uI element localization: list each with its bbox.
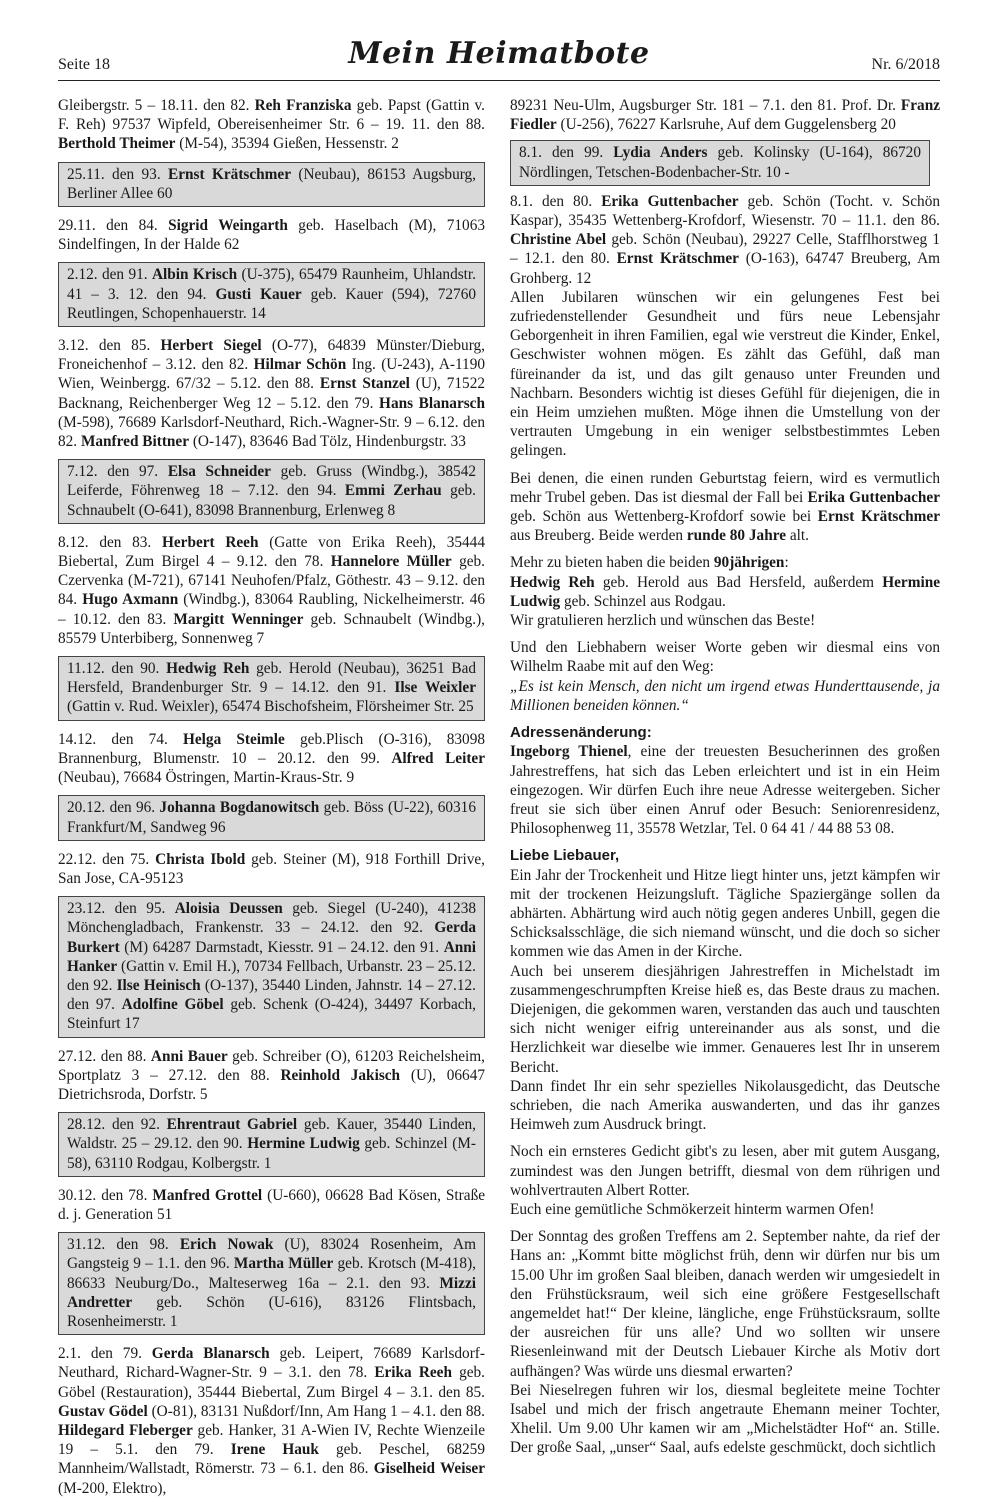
header-divider bbox=[58, 80, 940, 81]
highlight-box: 7.12. den 97. Elsa Schneider geb. Gruss (Windbg.), 38542 Leiferde, Föhrenweg 18 – 7.12. den 94. Emmi Zerhau geb. Schnaubelt (O-641), 83098 Brannenburg, Erlenweg 8 bbox=[58, 459, 485, 524]
birthday-entry: 89231 Neu-Ulm, Augsburger Str. 181 – 7.1. den 81. Prof. Dr. Franz Fiedler (U-256), 76227 Karlsruhe, Auf dem Guggelensberg 20 bbox=[510, 97, 940, 134]
highlight-box: 31.12. den 98. Erich Nowak (U), 83024 Rosenheim, Am Gangsteig 9 – 1.1. den 96. Martha Müller geb. Krotsch (M-418), 86633 Neuburg/Do., Malteserweg 16a – 2.1. den 93. Mizzi Andretter geb. Schön (U-616), 83126 Flintsbach, Rosenheimerstr. 1 bbox=[58, 1232, 485, 1335]
birthday-entry: Gleibergstr. 5 – 18.11. den 82. Reh Franziska geb. Papst (Gattin v. F. Reh) 97537 Wipfeld, Obereisenheimer Str. 6 – 19. 11. den 88. Berthold Theimer (M-54), 35394 Gießen, Hessenstr. 2 bbox=[58, 97, 485, 153]
birthday-entry: 3.12. den 85. Herbert Siegel (O-77), 64839 Münster/Dieburg, Froneichenhof – 3.12. den 82. Hilmar Schön Ing. (U-243), A-1190 Wien, Weinbergg. 67/32 – 5.12. den 88. Ernst Stanzel (U), 71522 Backnang, Reichenberger Weg 12 – 5.12. den 79. Hans Blanarsch (M-598), 76689 Karlsdorf-Neuthard, Rich.-Wagner-Str. 9 – 6.12. den 82. Manfred Bittner (O-147), 83646 Bad Tölz, Hindenburgstr. 33 bbox=[58, 337, 485, 451]
page-number: Seite 18 bbox=[58, 56, 110, 73]
left-column bbox=[58, 96, 485, 1498]
page-header bbox=[58, 36, 940, 84]
birthday-entry: 14.12. den 74. Helga Steimle geb.Plisch (O-316), 83098 Brannenburg, Blumenstr. 10 – 20.12. den 99. Alfred Leiter (Neubau), 76684 Östringen, Martin-Kraus-Str. 9 bbox=[58, 730, 486, 787]
wishes-paragraph: Allen Jubilaren wünschen wir ein gelungenes Fest bei zufriedenstellender Gesundheit und fürs neue Lebensjahr Geborgenheit in ihren Familien, egal wie verstreut die Kinder, Enkel, Geschwister wohnen mögen. Es zählt das Gefühl, daß man füreinander da ist, und das gilt genauso unter Freunden und Nachbarn. Besonders wichtig ist dieses Gefühl für diejenigen, die in ein Heim umziehen mußten. Möge ihnen die Umstellung von der vertrauten Umgebung in ein weniger selbstbestimmtes Leben gelingen. bbox=[510, 288, 940, 460]
letter-paragraph: Noch ein ernsteres Gedicht gibt's zu lesen, aber mit gutem Ausgang, zumindest was den Jungen betrifft, diesmal von dem rührigen und wohlvertrauten Albert Rotter. bbox=[510, 1143, 940, 1199]
letter-paragraph: Auch bei unserem diesjährigen Jahrestreffen in Michelstadt im zusammengeschrumpften Kreise hieß es, das Beste draus zu machen. Diejenigen, die gekommen waren, verstanden das auch und tauschten sich nicht weniger eifrig untereinander aus als sonst, und die Herzlichkeit war dieselbe wie immer. Genaueres lest Ihr in unserem Bericht. bbox=[510, 962, 940, 1076]
birthday-entry: 30.12. den 78. Manfred Grottel (U-660), 06628 Bad Kösen, Straße d. j. Generation 51 bbox=[58, 1186, 486, 1223]
quote-paragraph: Und den Liebhabern weiser Worte geben wir diesmal eins von Wilhelm Raabe mit auf den Weg: „Es ist kein Mensch, den nicht um irgend etwas Hunderttausende, ja Millionen beneiden können.“ bbox=[510, 639, 940, 714]
ninety-paragraph: Mehr zu bieten haben die beiden 90jährigen: Hedwig Reh geb. Herold aus Bad Hersfeld, außerdem Hermine Ludwig geb. Schinzel aus Rodgau. Wir gratulieren herzlich und wünschen das Beste! bbox=[510, 554, 940, 630]
masthead-title: Mein Heimatbote bbox=[348, 36, 650, 71]
report-paragraph: Bei Nieselregen fuhren wir los, diesmal begleitete meine Tochter Isabel und mich der frisch angetraute Ehemann meiner Tochter, Xhelil. Um 9.00 Uhr kamen wir am „Michelstädter Hof“ an. Stille. Der große Saal, „unser“ Saal, aufs edelste geschmückt, doch sichtlich bbox=[510, 1381, 940, 1457]
highlight-box: 23.12. den 95. Aloisia Deussen geb. Siegel (U-240), 41238 Mönchengladbach, Frankenstr. 33 – 24.12. den 92. Gerda Burkert (M) 64287 Darmstadt, Kiesstr. 91 – 24.12. den 91. Anni Hanker (Gattin v. Emil H.), 70734 Fellbach, Urbanstr. 23 – 25.12. den 92. Ilse Heinisch (O-137), 35440 Linden, Jahnstr. 14 – 27.12. den 97. Adolfine Göbel geb. Schenk (O-424), 34497 Korbach, Steinfurt 17 bbox=[58, 896, 485, 1037]
issue-number: Nr. 6/2018 bbox=[871, 56, 940, 73]
birthday-entry: 27.12. den 88. Anni Bauer geb. Schreiber (O), 61203 Reichelsheim, Sportplatz 3 – 27.12. den 88. Reinhold Jakisch (U), 06647 Dietrichsroda, Dorfstr. 5 bbox=[58, 1047, 486, 1103]
birthday-entry: 22.12. den 75. Christa Ibold geb. Steiner (M), 918 Forthill Drive, San Jose, CA-95123 bbox=[58, 850, 485, 887]
highlight-box: 28.12. den 92. Ehrentraut Gabriel geb. Kauer, 35440 Linden, Waldstr. 25 – 29.12. den 90. Hermine Ludwig geb. Schinzel (M-58), 63110 Rodgau, Kolbergstr. 1 bbox=[58, 1112, 485, 1177]
highlight-box: 11.12. den 90. Hedwig Reh geb. Herold (Neubau), 36251 Bad Hersfeld, Brandenburger Str. 9 – 14.12. den 91. Ilse Weixler (Gattin v. Rud. Weixler), 65474 Bischofsheim, Flörsheimer Str. 25 bbox=[58, 656, 485, 721]
letter-paragraph: Dann findet Ihr ein sehr spezielles Nikolausgedicht, das Deutsche schrieben, die nach Amerika auswanderten, und das ihr ganzes Heimweh zum Ausdruck bringt. bbox=[510, 1077, 940, 1134]
letter-paragraph: Ein Jahr der Trockenheit und Hitze liegt hinter uns, jetzt kämpfen wir mit der trockenen Heizungsluft. Tägliche Spaziergänge sollen da abhärten. Abhärtung wird auch nötig gegen anderes Unbill, gegen die Schicksalsschläge, die sich niemand wünscht, und die doch so sicher kommen wie das Amen in der Kirche. bbox=[510, 866, 940, 961]
address-change-heading: Adressenänderung: bbox=[510, 724, 652, 742]
birthday-entry: 2.1. den 79. Gerda Blanarsch geb. Leipert, 76689 Karlsdorf-Neuthard, Richard-Wagner-Str. 9 – 3.1. den 78. Erika Reeh geb. Göbel (Restauration), 35444 Biebertal, Zum Birgel 4 – 3.1. den 85. Gustav Gödel (O-81), 83131 Nußdorf/Inn, Am Hang 1 – 4.1. den 88. Hildegard Fleberger geb. Hanker, 31 A-Wien IV, Rechte Wienzeile 19 – 5.1. den 79. Irene Hauk geb. Peschel, 68259 Mannheim/Wallstadt, Römerstr. 73 – 6.1. den 86. Giselheid Weiser (M-200, Elektro), bbox=[58, 1345, 486, 1497]
highlight-box: 2.12. den 91. Albin Krisch (U-375), 65479 Raunheim, Uhlandstr. 41 – 3. 12. den 94. Gusti Kauer geb. Kauer (594), 72760 Reutlingen, Schopenhauerstr. 14 bbox=[58, 262, 485, 327]
letter-paragraph: Euch eine gemütliche Schmökerzeit hinterm warmen Ofen! bbox=[510, 1200, 875, 1218]
birthday-entry: 8.12. den 83. Herbert Reeh (Gatte von Erika Reeh), 35444 Biebertal, Zum Birgel 4 – 9.12. den 78. Hannelore Müller geb. Czervenka (M-721), 67141 Neuhofen/Pfalz, Göthestr. 43 – 9.12. den 84. Hugo Axmann (Windbg.), 83064 Raubling, Nickelheimerstr. 46 – 10.12. den 83. Margitt Wenninger geb. Schnaubelt (Windbg.), 85579 Unterbiberg, Sonnenweg 7 bbox=[58, 533, 485, 647]
highlight-box: 20.12. den 96. Johanna Bogdanowitsch geb. Böss (U-22), 60316 Frankfurt/M, Sandweg 96 bbox=[58, 795, 485, 840]
report-paragraph: Der Sonntag des großen Treffens am 2. September nahte, da rief der Hans an: „Kommt bitte möglichst früh, denn wir dürfen nur bis um 15.00 Uhr im großen Saal bleiben, danach werden wir umgesiedelt in den Frühstücksraum, weil sich eine größere Festgesellschaft angemeldet hat!“ Der kleine, längliche, enge Frühstücksraum, sollte der ausreichen für uns alle? Und wo sollten wir unsere Riesenleinwand mit der Deutsch Liebauer Kirche als Motiv dort aufhängen? Was würde uns diesmal erwarten? bbox=[510, 1228, 940, 1380]
birthday-entry: 8.1. den 80. Erika Guttenbacher geb. Schön (Tocht. v. Schön Kaspar), 35435 Wettenberg-Krofdorf, Wiesenstr. 70 – 11.1. den 86. Christine Abel geb. Schön (Neubau), 29227 Celle, Stafflhorstweg 1 – 12.1. den 80. Ernst Krätschmer (O-163), 64747 Breuberg, Am Grohberg. 12 bbox=[510, 192, 941, 287]
highlight-box: 25.11. den 93. Ernst Krätschmer (Neubau), 86153 Augsburg, Berliner Allee 60 bbox=[58, 162, 485, 207]
right-column bbox=[510, 96, 940, 1458]
birthday-entry: 29.11. den 84. Sigrid Weingarth geb. Haselbach (M), 71063 Sindelfingen, In der Halde 62 bbox=[58, 217, 485, 254]
address-change-text: Ingeborg Thienel, eine der treuesten Besucherinnen des großen Jahrestreffens, hat sich das Leben erleichtert und ist in ein Heim eingezogen. Wir dürfen Euch ihre neue Adresse weitergeben. Sicher freut sie sich über einen Anruf oder Besuch: Seniorenresidenz, Philosophenweg 11, 35578 Wetzlar, Tel. 0 64 41 / 44 88 53 08. bbox=[510, 743, 940, 838]
letter-heading: Liebe Liebauer, bbox=[510, 847, 620, 865]
raabe-quote: „Es ist kein Mensch, den nicht um irgend etwas Hunderttausende, ja Millionen beneiden können.“ bbox=[510, 677, 940, 714]
highlight-box: 8.1. den 99. Lydia Anders geb. Kolinsky (U-164), 86720 Nördlingen, Tetschen-Bodenbacher-Str. 10 - bbox=[510, 140, 930, 185]
round-birthday-paragraph: Bei denen, die einen runden Geburtstag feiern, wird es vermutlich mehr Trubel geben. Das ist diesmal der Fall bei Erika Guttenbacher geb. Schön aus Wettenberg-Krofdorf sowie bei Ernst Krätschmer aus Breuberg. Beide werden runde 80 Jahre alt. bbox=[510, 469, 940, 545]
